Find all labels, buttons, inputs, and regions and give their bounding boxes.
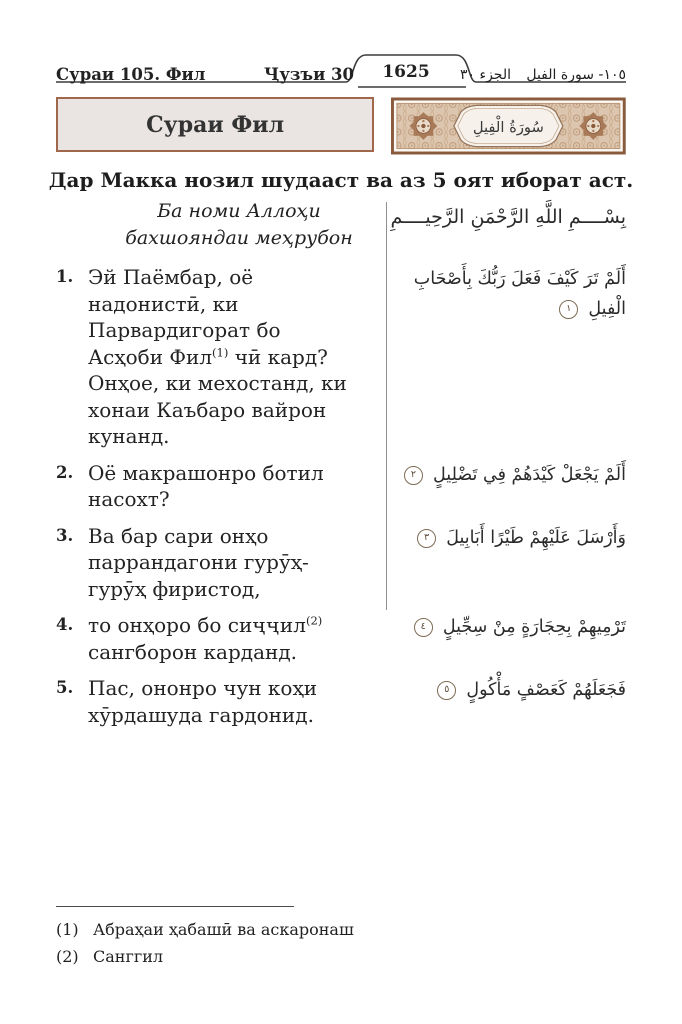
verse-columns — [56, 198, 626, 738]
verse-text-tajik: Оё макрашонро ботил насохт? — [88, 460, 324, 511]
running-header — [56, 46, 626, 90]
footnote-ref: (2) — [305, 613, 323, 628]
verse-row-1 — [56, 264, 626, 450]
footnote-divider — [56, 906, 294, 907]
aya-end-mark: ١ — [559, 300, 578, 319]
verse-number: 4. — [56, 615, 74, 634]
verse-text-arabic: فَجَعَلَهُمْ كَعَصْفٍ مَأْكُولٍ ٥ — [386, 675, 626, 705]
aya-end-mark: ٥ — [437, 681, 456, 700]
verse-number: 2. — [56, 462, 74, 482]
footnote-2 — [56, 943, 626, 970]
surah-title-box — [56, 97, 374, 152]
verse-text-tajik: Эй Паёмбар, оё надонистӣ, ки Парвардигорат бо Асҳоби Фил$^{(1)}$ чӣ кард? Онҳое, ки мехостанд, ки хонаи Каъбаро вайрон кунанд. — [88, 265, 347, 448]
verse-text-tajik: Пас, ононро чун коҳи хӯрдашуда гардонид. — [88, 676, 318, 727]
verse-text-tajik: то онҳоро бо сиҷҷил$^{(2)}$ сангборон карданд. — [88, 613, 323, 664]
surah-title-row — [56, 97, 626, 155]
aya-end-mark: ٤ — [414, 618, 433, 637]
header-surah-title-cyrillic: Сураи 105. Фил — [56, 65, 206, 84]
header-juz-arabic: الجزء ٣٠ — [460, 67, 511, 83]
surah-ornament-panel — [391, 97, 626, 155]
footnote-ref: (1) — [212, 344, 229, 359]
header-juz-cyrillic: Ҷузъи 30 — [264, 65, 355, 84]
footnote-marker: (1) — [56, 920, 79, 939]
footnote-text: Санггил — [93, 947, 164, 966]
basmala-tajik: Ба номи Аллоҳи бахшояндаи меҳрубон — [125, 200, 353, 249]
footnote-marker: (2) — [56, 947, 79, 966]
surah-title-label: Сураи Фил — [146, 111, 285, 138]
aya-end-mark: ٣ — [417, 529, 436, 548]
verse-row-4 — [56, 612, 626, 665]
star-medallion-left — [410, 112, 438, 140]
basmala-arabic: بِسْــــمِ اللَّهِ الرَّحْمَنِ الرَّحِيــــمِ — [390, 206, 626, 228]
basmala-row — [56, 198, 626, 252]
page-number: 1625 — [382, 62, 430, 82]
footnote-text: Абраҳаи ҳабашӣ ва аскаронаш — [93, 920, 354, 939]
ornament-surah-name-arabic: سُورَةُ الْفِيلِ — [473, 118, 545, 136]
verse-text-tajik: Ва бар сари онҳо паррандагони гурӯҳ-гурӯҳ фиристод, — [88, 523, 309, 601]
verse-text-arabic: وَأَرْسَلَ عَلَيْهِمْ طَيْرًا أَبَابِيلَ ٣ — [386, 523, 626, 553]
verse-text-arabic: تَرْمِيهِمْ بِحِجَارَةٍ مِنْ سِجِّيلٍ ٤ — [386, 612, 626, 642]
star-medallion-right — [580, 112, 608, 140]
aya-end-mark: ٢ — [404, 466, 423, 485]
footnotes — [56, 906, 626, 970]
verse-text-arabic: أَلَمْ تَرَ كَيْفَ فَعَلَ رَبُّكَ بِأَصْحَابِ الْفِيلِ ١ — [413, 269, 626, 319]
column-divider — [386, 202, 387, 610]
verse-number: 5. — [56, 678, 74, 697]
revelation-note: Дар Макка нозил шудааст ва аз 5 оят иборат аст. — [48, 168, 634, 192]
footnote-1 — [56, 916, 626, 943]
verse-row-5 — [56, 675, 626, 728]
verse-row-2 — [56, 460, 626, 513]
verse-number: 3. — [56, 525, 74, 545]
verse-row-3 — [56, 523, 626, 603]
header-surah-title-arabic: ١٠٥- سورة الفيل — [526, 67, 626, 83]
verse-text-arabic: أَلَمْ يَجْعَلْ كَيْدَهُمْ فِي تَضْلِيلٍ ٢ — [386, 460, 626, 490]
verse-number: 1. — [56, 267, 74, 286]
